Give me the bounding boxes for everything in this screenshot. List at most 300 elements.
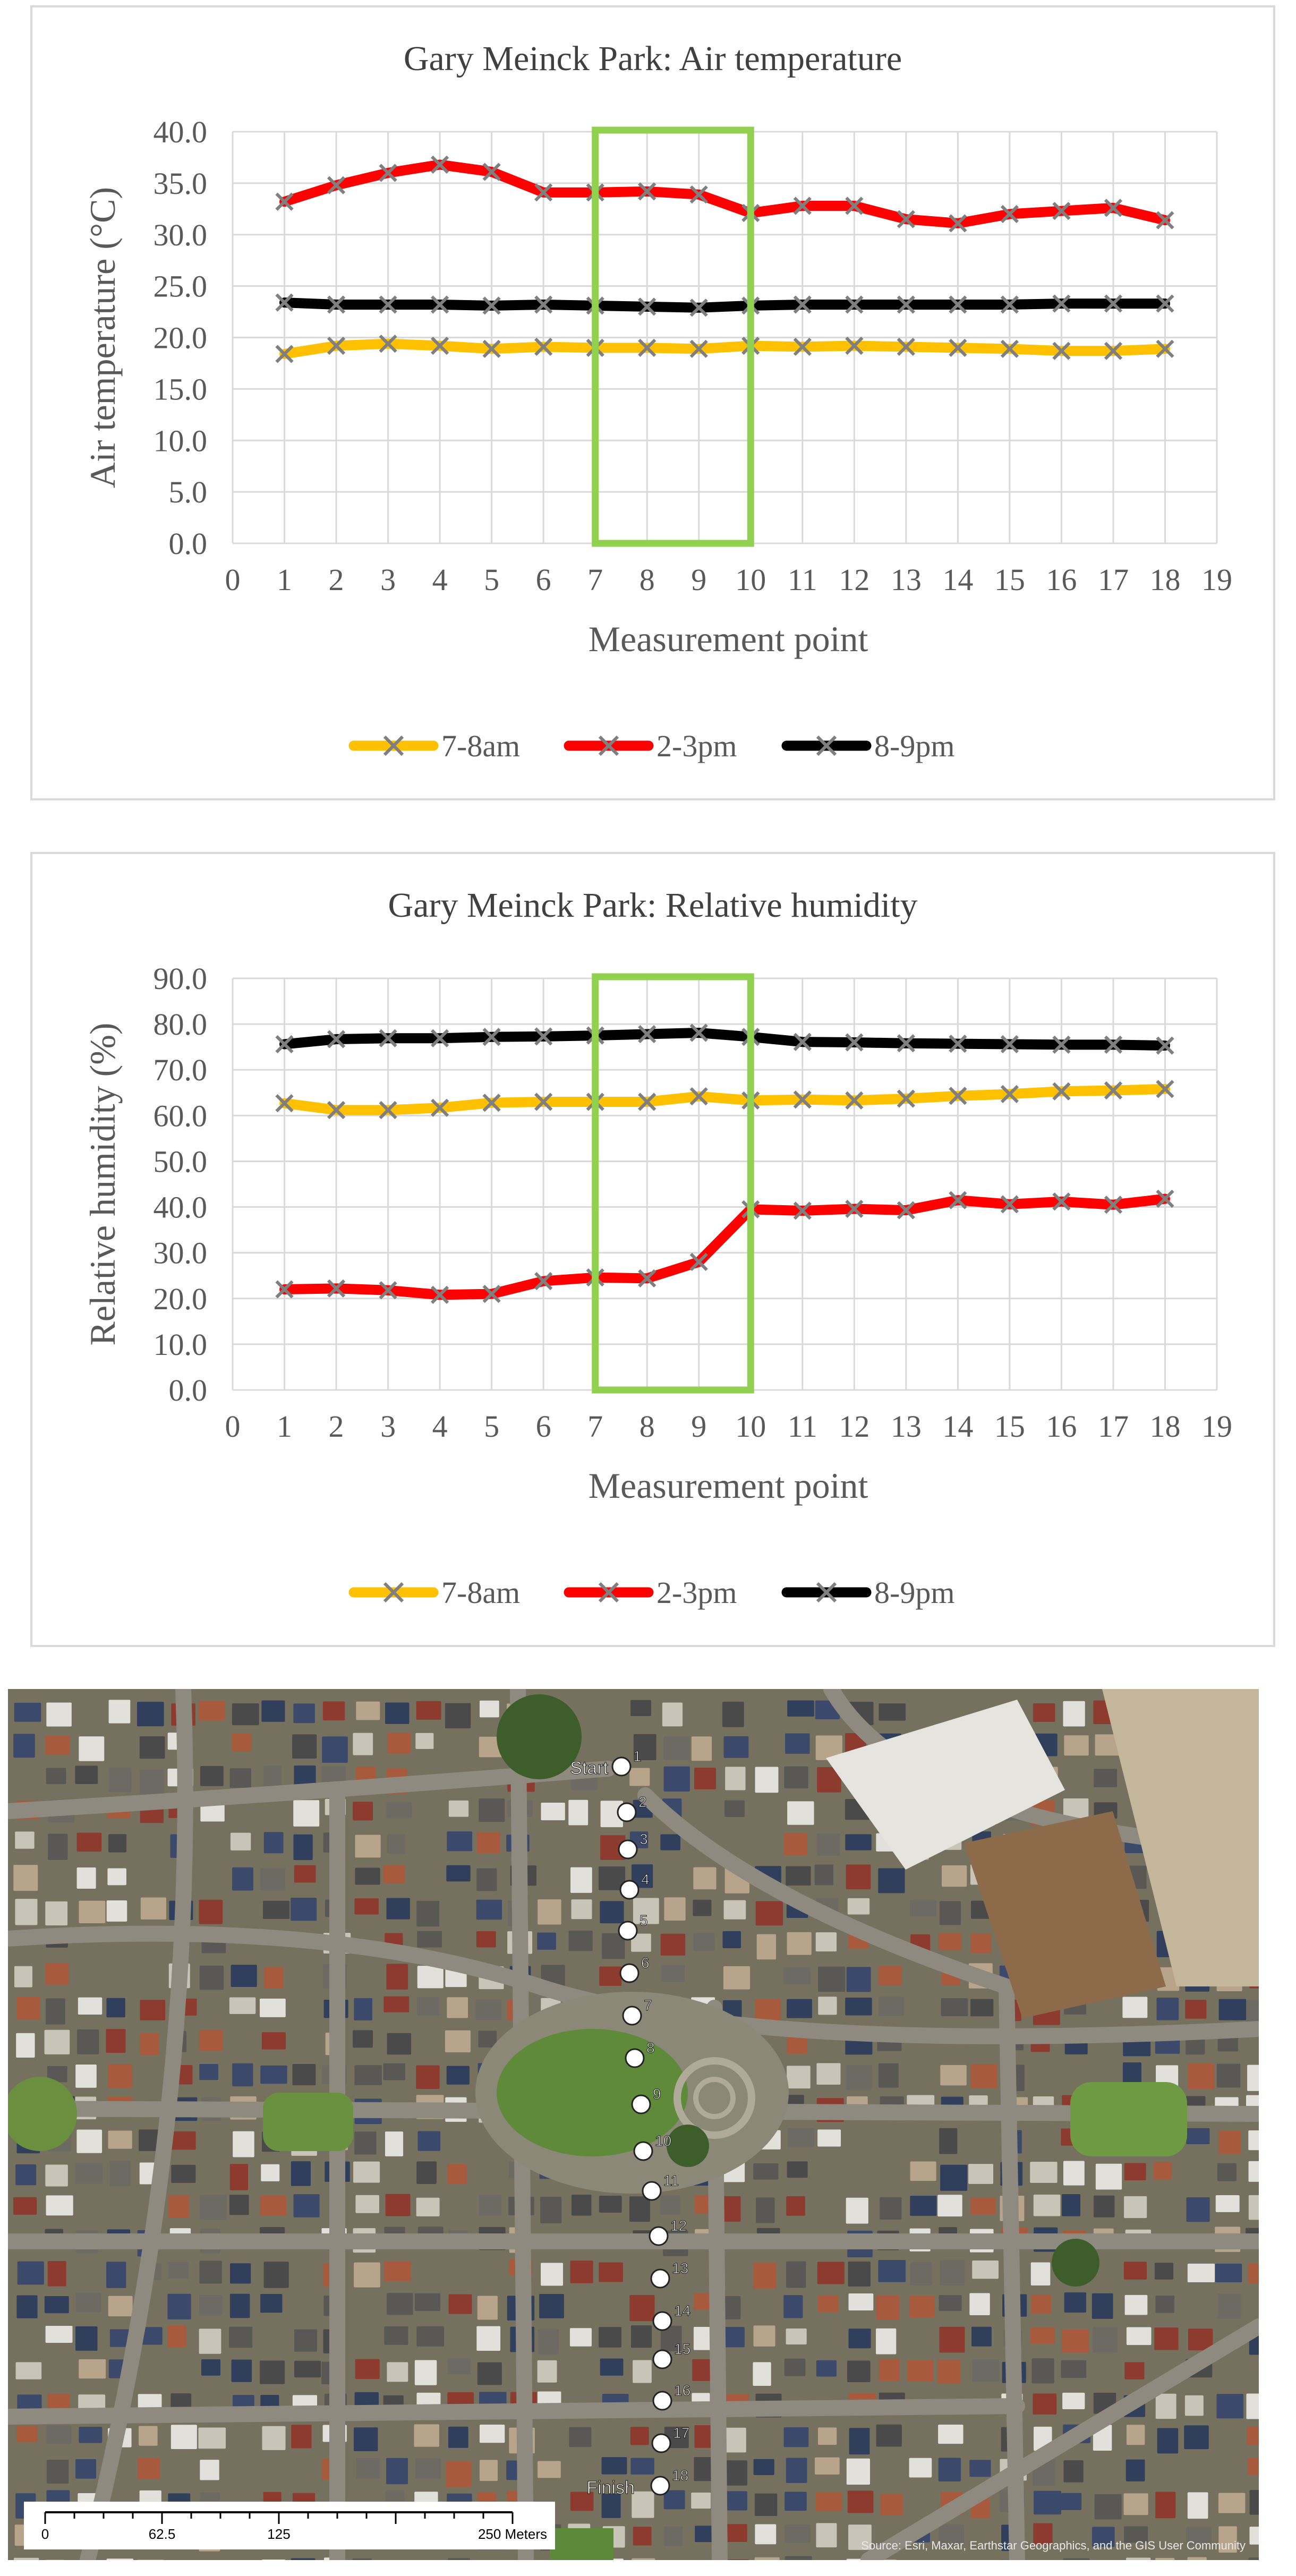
house-roof — [846, 2198, 868, 2224]
route-point-label: 16 — [674, 2382, 691, 2399]
house-roof — [910, 2196, 936, 2216]
house-roof — [939, 2458, 961, 2481]
house-roof — [46, 2426, 71, 2444]
house-roof — [230, 1768, 251, 1788]
house-roof — [756, 1901, 783, 1925]
house-roof — [383, 1865, 405, 1883]
house-roof — [1031, 2262, 1051, 2285]
house-roof — [722, 1702, 744, 1727]
x-tick-label: 12 — [839, 562, 870, 597]
house-roof — [910, 2161, 936, 2181]
legend-item-7-8am — [354, 1575, 520, 1610]
house-roof — [46, 2195, 73, 2215]
house-roof — [817, 1833, 840, 1856]
scale-bar-label: 62.5 — [148, 2526, 176, 2542]
tree-canopy — [1052, 2239, 1099, 2287]
house-roof — [108, 2296, 133, 2317]
x-tick-label: 9 — [691, 1409, 707, 1444]
house-roof — [786, 2458, 807, 2483]
house-roof — [1217, 2063, 1241, 2087]
x-tick-label: 0 — [225, 1409, 241, 1444]
house-roof — [106, 2262, 126, 2288]
x-axis-label: Measurement point — [588, 619, 868, 659]
scale-bar-label: 125 — [267, 2526, 291, 2542]
house-roof — [45, 1735, 70, 1754]
house-roof — [1096, 2164, 1122, 2190]
route-point-label: 8 — [646, 2040, 655, 2056]
house-roof — [445, 2031, 471, 2053]
house-roof — [480, 2460, 498, 2481]
relative-humidity-chart — [32, 854, 1273, 1645]
house-roof — [1126, 2460, 1145, 2481]
series-line-2-3pm — [285, 165, 1165, 223]
house-roof — [1216, 2394, 1243, 2418]
house-roof — [1031, 2358, 1054, 2383]
house-roof — [876, 2425, 902, 2447]
legend-label: 2-3pm — [656, 729, 737, 763]
house-roof — [229, 1998, 255, 2014]
y-tick-label: 40.0 — [153, 1190, 207, 1225]
house-roof — [600, 1901, 624, 1923]
house-roof — [568, 1800, 588, 1826]
house-roof — [260, 1999, 286, 2017]
house-roof — [417, 1931, 442, 1948]
house-roof — [787, 1999, 812, 2018]
route-point-label: 9 — [653, 2086, 661, 2102]
house-roof — [353, 2162, 380, 2183]
x-tick-label: 13 — [890, 1409, 922, 1444]
house-roof — [383, 2063, 405, 2080]
house-roof — [353, 2030, 373, 2048]
house-roof — [232, 2063, 253, 2086]
house-roof — [1248, 2458, 1259, 2475]
house-roof — [849, 2428, 870, 2454]
house-roof — [478, 2031, 497, 2048]
house-roof — [140, 1770, 164, 1796]
house-roof — [46, 1702, 72, 1726]
house-roof — [141, 1898, 166, 1920]
house-roof — [847, 2360, 871, 2382]
house-roof — [815, 1864, 833, 1885]
house-roof — [1127, 2327, 1152, 2345]
house-roof — [16, 2362, 42, 2379]
x-tick-label: 12 — [839, 1409, 870, 1444]
house-roof — [294, 2330, 317, 2352]
house-roof — [417, 1997, 439, 2016]
y-tick-label: 50.0 — [153, 1144, 207, 1179]
house-roof — [910, 1900, 936, 1916]
route-point-label: 12 — [670, 2217, 687, 2234]
legend-item-2-3pm — [569, 1575, 737, 1610]
house-roof — [1218, 2493, 1245, 2513]
house-roof — [848, 1898, 869, 1915]
route-point-label: 14 — [674, 2302, 691, 2319]
house-roof — [1095, 2494, 1122, 2520]
house-roof — [879, 1997, 903, 2016]
house-roof — [879, 1703, 906, 1721]
house-roof — [355, 1867, 380, 1884]
house-roof — [16, 2295, 37, 2318]
house-roof — [107, 2558, 134, 2560]
house-roof — [660, 1835, 680, 1850]
house-roof — [168, 2262, 188, 2279]
house-roof — [1093, 2327, 1118, 2352]
green-space — [550, 2528, 613, 2560]
relative-humidity-chart-panel — [30, 852, 1275, 1647]
house-roof — [1094, 1769, 1117, 1787]
house-roof — [633, 2527, 652, 2545]
house-roof — [232, 1867, 253, 1891]
house-roof — [632, 2492, 654, 2518]
house-roof — [355, 2195, 379, 2213]
house-roof — [818, 1967, 845, 1992]
house-roof — [973, 2359, 1000, 2382]
house-roof — [47, 2460, 69, 2484]
house-roof — [1185, 2395, 1204, 2416]
route-point-marker — [626, 2049, 644, 2067]
route-finish-label: Finish — [586, 2478, 635, 2498]
house-roof — [77, 1867, 96, 1889]
house-roof — [260, 2196, 286, 2216]
x-tick-label: 17 — [1097, 562, 1129, 597]
y-tick-label: 0.0 — [168, 526, 207, 561]
house-roof — [629, 2196, 650, 2222]
house-roof — [140, 2000, 165, 2020]
x-tick-label: 4 — [432, 1409, 448, 1444]
house-roof — [845, 1998, 872, 2015]
house-roof — [231, 1965, 257, 1987]
house-roof — [448, 2358, 471, 2374]
house-roof — [1062, 2330, 1089, 2353]
house-roof — [786, 2261, 806, 2288]
house-roof — [387, 1802, 412, 1818]
house-roof — [448, 2427, 468, 2448]
house-roof — [1124, 2196, 1147, 2218]
house-roof — [570, 1867, 592, 1893]
y-tick-label: 15.0 — [153, 372, 207, 407]
house-roof — [787, 2161, 808, 2178]
house-roof — [13, 1734, 35, 1758]
house-roof — [75, 1765, 98, 1784]
house-roof — [937, 2195, 962, 2216]
house-roof — [1188, 2557, 1207, 2560]
route-point-marker — [643, 2182, 661, 2200]
house-roof — [970, 2064, 997, 2088]
house-roof — [108, 1834, 126, 1852]
house-roof — [1122, 1997, 1147, 2018]
x-tick-label: 8 — [639, 562, 655, 597]
house-roof — [1250, 2490, 1259, 2515]
y-tick-label: 5.0 — [168, 475, 207, 510]
house-roof — [383, 1997, 409, 2012]
house-roof — [199, 1900, 223, 1924]
map-attribution: Source: Esri, Maxar, Earthstar Geographics, and the GIS User Community — [861, 2539, 1246, 2552]
route-point-label: 11 — [663, 2172, 679, 2189]
house-roof — [661, 1965, 685, 1982]
route-point-marker — [619, 1840, 637, 1858]
house-roof — [415, 1733, 433, 1749]
house-roof — [260, 1868, 285, 1890]
house-roof — [633, 2360, 652, 2383]
x-tick-label: 16 — [1046, 1409, 1077, 1444]
green-space — [1070, 2082, 1187, 2156]
house-roof — [354, 2427, 378, 2451]
house-roof — [354, 1898, 378, 1914]
house-roof — [849, 2328, 871, 2348]
house-roof — [77, 2029, 99, 2054]
x-tick-label: 15 — [994, 562, 1025, 597]
y-tick-label: 90.0 — [153, 961, 207, 996]
house-roof — [970, 2197, 996, 2214]
house-roof — [1249, 2195, 1259, 2220]
house-roof — [1063, 2558, 1089, 2560]
route-point-marker — [653, 2350, 671, 2368]
house-roof — [260, 2360, 285, 2384]
house-roof — [755, 2524, 776, 2545]
house-roof — [199, 2030, 223, 2051]
house-roof — [79, 1736, 104, 1761]
house-roof — [879, 2359, 900, 2381]
legend-item-7-8am — [354, 729, 520, 763]
route-point-label: 10 — [655, 2133, 672, 2149]
house-roof — [1155, 2296, 1174, 2313]
y-axis-label: Air temperature (°C) — [82, 186, 123, 489]
house-roof — [1063, 2161, 1085, 2185]
x-tick-label: 11 — [787, 562, 817, 597]
house-roof — [1033, 1703, 1055, 1722]
house-roof — [1064, 1735, 1088, 1755]
house-roof — [664, 2526, 683, 2546]
house-roof — [416, 2161, 437, 2184]
house-roof — [1155, 2492, 1175, 2518]
route-point-label: 5 — [640, 1912, 648, 1929]
x-tick-label: 19 — [1201, 562, 1232, 597]
house-roof — [387, 1733, 411, 1754]
house-roof — [292, 2064, 316, 2085]
house-roof — [572, 2195, 591, 2216]
house-roof — [1063, 2460, 1083, 2482]
house-roof — [879, 2063, 899, 2088]
house-roof — [46, 1998, 65, 2024]
house-roof — [294, 1865, 316, 1883]
route-point-marker — [653, 2312, 671, 2330]
house-roof — [353, 1733, 373, 1755]
x-tick-label: 1 — [277, 562, 293, 597]
house-roof — [1248, 2130, 1259, 2150]
house-roof — [846, 2065, 872, 2089]
house-roof — [970, 1933, 991, 1953]
house-roof — [541, 2263, 563, 2285]
house-roof — [879, 1966, 901, 1985]
house-roof — [16, 2033, 35, 2058]
house-roof — [817, 2129, 841, 2146]
route-point-marker — [651, 2270, 669, 2288]
route-point-label: 1 — [633, 1748, 642, 1764]
house-roof — [447, 2066, 470, 2085]
house-roof — [724, 1736, 749, 1758]
house-roof — [632, 2558, 655, 2560]
chart-title: Gary Meinck Park: Air temperature — [403, 39, 902, 78]
house-roof — [45, 2030, 70, 2054]
air-temperature-chart — [32, 7, 1273, 798]
scale-bar-background — [24, 2502, 555, 2549]
x-tick-label: 9 — [691, 562, 707, 597]
route-satellite-map — [8, 1689, 1259, 2560]
house-roof — [1092, 2293, 1113, 2319]
legend-label: 8-9pm — [874, 1575, 955, 1610]
house-roof — [384, 2261, 411, 2281]
house-roof — [75, 2459, 96, 2479]
house-roof — [480, 2425, 505, 2443]
house-roof — [78, 1998, 102, 2015]
house-roof — [1127, 2425, 1145, 2445]
house-roof — [540, 2197, 561, 2223]
house-roof — [1247, 2065, 1259, 2091]
house-roof — [756, 2197, 774, 2223]
house-roof — [417, 1966, 444, 1988]
y-tick-label: 25.0 — [153, 269, 207, 304]
house-roof — [786, 2328, 807, 2344]
house-roof — [1157, 2428, 1179, 2453]
house-roof — [323, 1701, 345, 1720]
house-roof — [294, 2361, 321, 2377]
house-roof — [1188, 2492, 1208, 2519]
house-roof — [969, 2460, 991, 2477]
route-point-label: 2 — [638, 1794, 647, 1810]
y-tick-label: 30.0 — [153, 1235, 207, 1270]
house-roof — [1219, 2130, 1241, 2154]
house-roof — [449, 2294, 472, 2314]
house-roof — [171, 2165, 195, 2183]
house-roof — [291, 1898, 317, 1921]
house-roof — [230, 2294, 250, 2318]
x-tick-label: 2 — [328, 562, 344, 597]
house-roof — [445, 1703, 471, 1729]
house-roof — [754, 2459, 774, 2475]
scale-bar-label: 0 — [41, 2526, 49, 2542]
house-roof — [1249, 2161, 1259, 2182]
house-roof — [15, 1831, 34, 1848]
x-tick-label: 1 — [277, 1409, 293, 1444]
house-roof — [785, 2556, 812, 2560]
house-roof — [570, 2328, 592, 2346]
house-roof — [569, 1931, 593, 1951]
house-roof — [662, 1703, 683, 1727]
house-roof — [45, 1901, 67, 1925]
house-roof — [785, 2359, 805, 2376]
house-roof — [787, 2066, 811, 2088]
house-roof — [1188, 2264, 1215, 2282]
house-roof — [199, 2261, 221, 2283]
house-roof — [599, 2327, 621, 2347]
y-tick-label: 10.0 — [153, 1327, 207, 1362]
house-roof — [449, 1801, 468, 1817]
house-roof — [940, 2165, 967, 2191]
house-roof — [909, 2458, 932, 2478]
house-roof — [880, 2494, 903, 2515]
house-roof — [201, 2359, 220, 2376]
house-roof — [415, 2360, 437, 2385]
house-roof — [693, 1867, 716, 1889]
house-roof — [816, 2523, 837, 2547]
house-roof — [200, 1966, 224, 1990]
x-tick-label: 3 — [380, 562, 396, 597]
house-roof — [848, 2490, 874, 2513]
route-point-label: 18 — [672, 2467, 689, 2484]
route-point-marker — [650, 2227, 668, 2245]
house-roof — [355, 2359, 380, 2379]
house-roof — [416, 2065, 439, 2089]
y-tick-label: 60.0 — [153, 1098, 207, 1133]
house-roof — [630, 1700, 651, 1716]
x-tick-label: 6 — [535, 562, 551, 597]
x-tick-label: 6 — [535, 1409, 551, 1444]
house-roof — [878, 1869, 905, 1893]
house-roof — [537, 1933, 556, 1950]
house-roof — [293, 1835, 312, 1860]
route-point-label: 7 — [644, 1997, 652, 2014]
house-roof — [79, 1901, 105, 1923]
house-roof — [972, 2261, 999, 2279]
house-roof — [480, 1701, 499, 1718]
y-tick-label: 80.0 — [153, 1007, 207, 1042]
house-roof — [538, 2329, 559, 2355]
route-point-label: 15 — [674, 2341, 691, 2357]
house-roof — [293, 1800, 319, 1827]
house-roof — [354, 2065, 382, 2085]
house-roof — [1061, 2360, 1086, 2378]
house-roof — [538, 1899, 561, 1925]
house-roof — [880, 2197, 901, 2220]
house-roof — [938, 2425, 963, 2444]
house-roof — [476, 2326, 500, 2351]
house-roof — [784, 1767, 808, 1788]
road — [8, 2406, 1017, 2417]
x-tick-label: 18 — [1149, 1409, 1181, 1444]
house-roof — [354, 2131, 376, 2154]
legend-item-2-3pm — [569, 729, 737, 763]
house-roof — [629, 2295, 654, 2321]
x-tick-label: 14 — [942, 562, 974, 597]
route-point-marker — [620, 1964, 638, 1982]
house-roof — [13, 2197, 37, 2215]
house-roof — [387, 1834, 405, 1854]
house-roof — [661, 1934, 686, 1956]
house-roof — [167, 2294, 191, 2319]
house-roof — [260, 2294, 282, 2313]
house-roof — [599, 2263, 623, 2282]
house-roof — [233, 2131, 254, 2157]
house-roof — [385, 2131, 403, 2156]
house-roof — [108, 2131, 132, 2149]
x-tick-label: 11 — [787, 1409, 817, 1444]
house-roof — [599, 1967, 621, 1986]
house-roof — [755, 2557, 780, 2560]
house-roof — [784, 1967, 811, 1985]
house-roof — [416, 2198, 440, 2216]
house-roof — [417, 2131, 440, 2151]
scale-bar-label: 250 Meters — [478, 2526, 548, 2542]
house-roof — [139, 2426, 158, 2445]
house-roof — [630, 2427, 649, 2445]
house-roof — [171, 2425, 197, 2449]
house-roof — [631, 2325, 652, 2348]
house-roof — [785, 1734, 809, 1754]
house-roof — [692, 1736, 712, 1761]
house-roof — [76, 2130, 102, 2153]
house-roof — [569, 2427, 591, 2447]
x-tick-label: 5 — [484, 562, 500, 597]
